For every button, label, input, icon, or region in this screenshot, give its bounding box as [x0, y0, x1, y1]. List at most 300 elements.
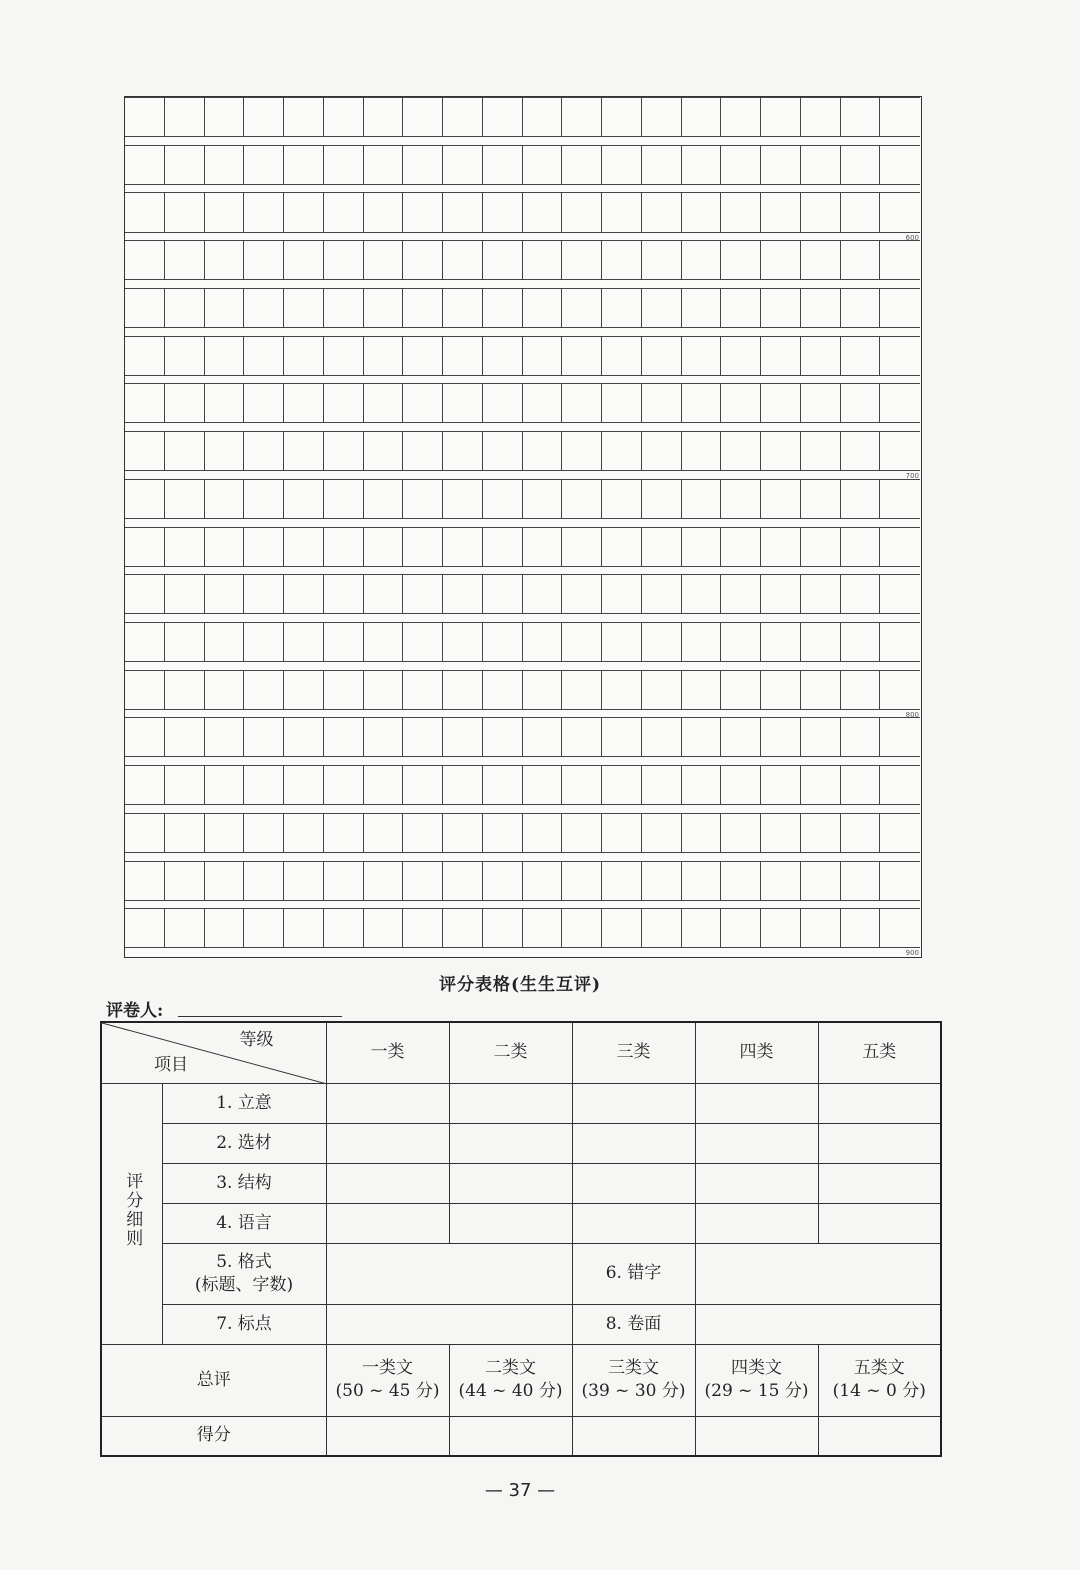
grid-cell[interactable]	[483, 670, 523, 710]
grid-cell[interactable]	[682, 622, 722, 662]
final-score-cell[interactable]	[695, 1416, 818, 1456]
grid-cell[interactable]	[205, 431, 245, 471]
grid-cell[interactable]	[880, 431, 920, 471]
grid-cell[interactable]	[642, 479, 682, 519]
grid-cell[interactable]	[721, 717, 761, 757]
grid-cell[interactable]	[125, 622, 165, 662]
grid-cell[interactable]	[801, 622, 841, 662]
grid-cell[interactable]	[443, 622, 483, 662]
grid-cell[interactable]	[523, 622, 563, 662]
grid-cell[interactable]	[205, 670, 245, 710]
grid-cell[interactable]	[562, 527, 602, 567]
grid-cell[interactable]	[244, 908, 284, 948]
grid-cell[interactable]	[880, 192, 920, 232]
grid-cell[interactable]	[880, 479, 920, 519]
grid-cell[interactable]	[721, 765, 761, 805]
grid-cell[interactable]	[562, 431, 602, 471]
grid-cell[interactable]	[523, 240, 563, 280]
grid-cell[interactable]	[483, 479, 523, 519]
grid-cell[interactable]	[284, 97, 324, 137]
grid-cell[interactable]	[443, 479, 483, 519]
grid-cell[interactable]	[761, 574, 801, 614]
final-score-cell[interactable]	[449, 1416, 572, 1456]
grid-cell[interactable]	[801, 336, 841, 376]
grid-cell[interactable]	[165, 336, 205, 376]
grid-cell[interactable]	[205, 861, 245, 901]
grid-cell[interactable]	[642, 670, 682, 710]
grid-cell[interactable]	[761, 383, 801, 423]
score-cell[interactable]	[572, 1123, 695, 1163]
grid-cell[interactable]	[761, 145, 801, 185]
grid-cell[interactable]	[403, 336, 443, 376]
grid-cell[interactable]	[682, 717, 722, 757]
grid-cell[interactable]	[284, 288, 324, 328]
grid-cell[interactable]	[761, 622, 801, 662]
grid-cell[interactable]	[324, 240, 364, 280]
grid-cell[interactable]	[602, 336, 642, 376]
grid-cell[interactable]	[642, 765, 682, 805]
grid-cell[interactable]	[483, 527, 523, 567]
grid-cell[interactable]	[761, 97, 801, 137]
grid-cell[interactable]	[364, 288, 404, 328]
grid-cell[interactable]	[562, 240, 602, 280]
grid-cell[interactable]	[125, 97, 165, 137]
grid-cell[interactable]	[880, 813, 920, 853]
grid-cell[interactable]	[483, 574, 523, 614]
grid-cell[interactable]	[602, 288, 642, 328]
grid-cell[interactable]	[761, 717, 801, 757]
grid-cell[interactable]	[165, 97, 205, 137]
grid-cell[interactable]	[364, 192, 404, 232]
grid-cell[interactable]	[721, 670, 761, 710]
grid-cell[interactable]	[483, 145, 523, 185]
grid-cell[interactable]	[841, 383, 881, 423]
grid-cell[interactable]	[205, 240, 245, 280]
grid-cell[interactable]	[324, 527, 364, 567]
grid-cell[interactable]	[682, 813, 722, 853]
grid-cell[interactable]	[364, 336, 404, 376]
grid-cell[interactable]	[284, 479, 324, 519]
grid-cell[interactable]	[324, 574, 364, 614]
score-cell[interactable]	[572, 1083, 695, 1123]
grid-cell[interactable]	[682, 288, 722, 328]
grid-cell[interactable]	[165, 717, 205, 757]
grid-cell[interactable]	[761, 527, 801, 567]
grid-cell[interactable]	[801, 574, 841, 614]
grid-cell[interactable]	[125, 431, 165, 471]
grid-cell[interactable]	[125, 479, 165, 519]
grid-cell[interactable]	[443, 670, 483, 710]
grid-cell[interactable]	[801, 765, 841, 805]
grid-cell[interactable]	[602, 383, 642, 423]
grid-cell[interactable]	[761, 670, 801, 710]
score-cell[interactable]	[818, 1123, 941, 1163]
grid-cell[interactable]	[244, 240, 284, 280]
grid-cell[interactable]	[721, 861, 761, 901]
grid-cell[interactable]	[801, 670, 841, 710]
grid-cell[interactable]	[244, 861, 284, 901]
grid-cell[interactable]	[165, 431, 205, 471]
grid-cell[interactable]	[284, 861, 324, 901]
grid-cell[interactable]	[602, 861, 642, 901]
grid-cell[interactable]	[682, 861, 722, 901]
grid-cell[interactable]	[284, 908, 324, 948]
grid-cell[interactable]	[324, 145, 364, 185]
grid-cell[interactable]	[205, 383, 245, 423]
grid-cell[interactable]	[244, 765, 284, 805]
grid-cell[interactable]	[880, 288, 920, 328]
grid-cell[interactable]	[880, 336, 920, 376]
grid-cell[interactable]	[324, 813, 364, 853]
grid-cell[interactable]	[443, 97, 483, 137]
score-cell[interactable]	[818, 1083, 941, 1123]
grid-cell[interactable]	[682, 765, 722, 805]
score-cell[interactable]	[572, 1163, 695, 1203]
neatness-score-cell[interactable]	[695, 1304, 941, 1344]
grid-cell[interactable]	[125, 670, 165, 710]
grid-cell[interactable]	[602, 479, 642, 519]
grid-cell[interactable]	[682, 574, 722, 614]
grid-cell[interactable]	[443, 861, 483, 901]
grid-cell[interactable]	[841, 574, 881, 614]
grid-cell[interactable]	[801, 145, 841, 185]
grid-cell[interactable]	[244, 97, 284, 137]
grid-cell[interactable]	[324, 717, 364, 757]
grid-cell[interactable]	[880, 717, 920, 757]
grid-cell[interactable]	[364, 240, 404, 280]
grid-cell[interactable]	[801, 97, 841, 137]
grid-cell[interactable]	[284, 431, 324, 471]
grid-cell[interactable]	[205, 145, 245, 185]
grid-cell[interactable]	[761, 813, 801, 853]
grid-cell[interactable]	[523, 908, 563, 948]
grid-cell[interactable]	[841, 765, 881, 805]
grid-cell[interactable]	[443, 192, 483, 232]
grid-cell[interactable]	[721, 431, 761, 471]
grid-cell[interactable]	[841, 192, 881, 232]
grid-cell[interactable]	[483, 908, 523, 948]
grid-cell[interactable]	[602, 908, 642, 948]
grid-cell[interactable]	[205, 574, 245, 614]
grid-cell[interactable]	[403, 431, 443, 471]
grid-cell[interactable]	[761, 288, 801, 328]
grid-cell[interactable]	[443, 145, 483, 185]
grid-cell[interactable]	[761, 479, 801, 519]
grid-cell[interactable]	[841, 288, 881, 328]
grid-cell[interactable]	[125, 192, 165, 232]
grader-name-line[interactable]	[178, 1016, 342, 1017]
grid-cell[interactable]	[125, 574, 165, 614]
grid-cell[interactable]	[443, 574, 483, 614]
grid-cell[interactable]	[483, 240, 523, 280]
grid-cell[interactable]	[721, 97, 761, 137]
grid-cell[interactable]	[602, 240, 642, 280]
grid-cell[interactable]	[443, 288, 483, 328]
grid-cell[interactable]	[324, 288, 364, 328]
grid-cell[interactable]	[761, 240, 801, 280]
final-score-cell[interactable]	[326, 1416, 449, 1456]
typo-score-cell[interactable]	[695, 1243, 941, 1304]
grid-cell[interactable]	[284, 383, 324, 423]
grid-cell[interactable]	[364, 861, 404, 901]
grid-cell[interactable]	[125, 288, 165, 328]
grid-cell[interactable]	[443, 240, 483, 280]
grid-cell[interactable]	[125, 813, 165, 853]
grid-cell[interactable]	[721, 813, 761, 853]
grid-cell[interactable]	[761, 431, 801, 471]
grid-cell[interactable]	[642, 431, 682, 471]
grid-cell[interactable]	[165, 145, 205, 185]
score-cell[interactable]	[449, 1163, 572, 1203]
grid-cell[interactable]	[324, 97, 364, 137]
grid-cell[interactable]	[244, 574, 284, 614]
grid-cell[interactable]	[483, 383, 523, 423]
grid-cell[interactable]	[125, 717, 165, 757]
grid-cell[interactable]	[165, 670, 205, 710]
grid-cell[interactable]	[284, 527, 324, 567]
grid-cell[interactable]	[324, 431, 364, 471]
grid-cell[interactable]	[841, 861, 881, 901]
final-score-cell[interactable]	[818, 1416, 941, 1456]
grid-cell[interactable]	[682, 908, 722, 948]
grid-cell[interactable]	[801, 813, 841, 853]
grid-cell[interactable]	[880, 670, 920, 710]
grid-cell[interactable]	[165, 813, 205, 853]
grid-cell[interactable]	[642, 574, 682, 614]
grid-cell[interactable]	[562, 383, 602, 423]
grid-cell[interactable]	[682, 336, 722, 376]
punct-score-cell[interactable]	[326, 1304, 572, 1344]
grid-cell[interactable]	[205, 813, 245, 853]
grid-cell[interactable]	[364, 97, 404, 137]
grid-cell[interactable]	[403, 527, 443, 567]
grid-cell[interactable]	[443, 336, 483, 376]
grid-cell[interactable]	[841, 908, 881, 948]
grid-cell[interactable]	[364, 383, 404, 423]
grid-cell[interactable]	[244, 670, 284, 710]
grid-cell[interactable]	[403, 240, 443, 280]
grid-cell[interactable]	[443, 717, 483, 757]
grid-cell[interactable]	[483, 97, 523, 137]
grid-cell[interactable]	[880, 574, 920, 614]
grid-cell[interactable]	[364, 765, 404, 805]
grid-cell[interactable]	[284, 336, 324, 376]
grid-cell[interactable]	[324, 192, 364, 232]
grid-cell[interactable]	[642, 908, 682, 948]
grid-cell[interactable]	[562, 288, 602, 328]
grid-cell[interactable]	[721, 383, 761, 423]
grid-cell[interactable]	[403, 861, 443, 901]
score-cell[interactable]	[326, 1163, 449, 1203]
grid-cell[interactable]	[880, 527, 920, 567]
grid-cell[interactable]	[602, 670, 642, 710]
grid-cell[interactable]	[523, 288, 563, 328]
grid-cell[interactable]	[880, 97, 920, 137]
grid-cell[interactable]	[562, 192, 602, 232]
grid-cell[interactable]	[125, 765, 165, 805]
grid-cell[interactable]	[523, 336, 563, 376]
grid-cell[interactable]	[284, 145, 324, 185]
grid-cell[interactable]	[801, 527, 841, 567]
grid-cell[interactable]	[880, 861, 920, 901]
grid-cell[interactable]	[443, 431, 483, 471]
grid-cell[interactable]	[562, 336, 602, 376]
grid-cell[interactable]	[205, 765, 245, 805]
score-cell[interactable]	[695, 1123, 818, 1163]
grid-cell[interactable]	[602, 192, 642, 232]
grid-cell[interactable]	[403, 813, 443, 853]
grid-cell[interactable]	[205, 717, 245, 757]
grid-cell[interactable]	[602, 574, 642, 614]
grid-cell[interactable]	[562, 574, 602, 614]
grid-cell[interactable]	[125, 861, 165, 901]
grid-cell[interactable]	[880, 145, 920, 185]
grid-cell[interactable]	[284, 622, 324, 662]
grid-cell[interactable]	[244, 145, 284, 185]
grid-cell[interactable]	[403, 145, 443, 185]
grid-cell[interactable]	[642, 527, 682, 567]
grid-cell[interactable]	[244, 622, 284, 662]
grid-cell[interactable]	[642, 622, 682, 662]
grid-cell[interactable]	[244, 192, 284, 232]
grid-cell[interactable]	[523, 431, 563, 471]
grid-cell[interactable]	[403, 288, 443, 328]
grid-cell[interactable]	[284, 192, 324, 232]
grid-cell[interactable]	[284, 670, 324, 710]
grid-cell[interactable]	[244, 431, 284, 471]
grid-cell[interactable]	[721, 908, 761, 948]
grid-cell[interactable]	[165, 908, 205, 948]
score-cell[interactable]	[695, 1083, 818, 1123]
grid-cell[interactable]	[205, 288, 245, 328]
grid-cell[interactable]	[364, 574, 404, 614]
grid-cell[interactable]	[841, 813, 881, 853]
grid-cell[interactable]	[165, 861, 205, 901]
score-cell[interactable]	[695, 1163, 818, 1203]
grid-cell[interactable]	[364, 908, 404, 948]
grid-cell[interactable]	[244, 383, 284, 423]
grid-cell[interactable]	[324, 908, 364, 948]
grid-cell[interactable]	[880, 383, 920, 423]
grid-cell[interactable]	[483, 431, 523, 471]
grid-cell[interactable]	[403, 765, 443, 805]
grid-cell[interactable]	[125, 240, 165, 280]
grid-cell[interactable]	[523, 383, 563, 423]
grid-cell[interactable]	[364, 717, 404, 757]
score-cell[interactable]	[818, 1203, 941, 1243]
grid-cell[interactable]	[403, 908, 443, 948]
grid-cell[interactable]	[205, 97, 245, 137]
grid-cell[interactable]	[324, 622, 364, 662]
grid-cell[interactable]	[523, 527, 563, 567]
grid-cell[interactable]	[841, 717, 881, 757]
grid-cell[interactable]	[721, 479, 761, 519]
grid-cell[interactable]	[880, 765, 920, 805]
grid-cell[interactable]	[642, 288, 682, 328]
grid-cell[interactable]	[721, 527, 761, 567]
grid-cell[interactable]	[165, 765, 205, 805]
grid-cell[interactable]	[284, 813, 324, 853]
grid-cell[interactable]	[364, 670, 404, 710]
grid-cell[interactable]	[801, 479, 841, 519]
grid-cell[interactable]	[523, 574, 563, 614]
grid-cell[interactable]	[523, 192, 563, 232]
grid-cell[interactable]	[324, 861, 364, 901]
grid-cell[interactable]	[205, 192, 245, 232]
grid-cell[interactable]	[165, 479, 205, 519]
grid-cell[interactable]	[403, 670, 443, 710]
grid-cell[interactable]	[602, 717, 642, 757]
grid-cell[interactable]	[284, 240, 324, 280]
grid-cell[interactable]	[284, 574, 324, 614]
grid-cell[interactable]	[403, 574, 443, 614]
grid-cell[interactable]	[602, 145, 642, 185]
grid-cell[interactable]	[364, 431, 404, 471]
grid-cell[interactable]	[483, 622, 523, 662]
grid-cell[interactable]	[682, 192, 722, 232]
grid-cell[interactable]	[244, 479, 284, 519]
grid-cell[interactable]	[801, 717, 841, 757]
grid-cell[interactable]	[880, 622, 920, 662]
grid-cell[interactable]	[682, 383, 722, 423]
grid-cell[interactable]	[523, 765, 563, 805]
grid-cell[interactable]	[324, 765, 364, 805]
grid-cell[interactable]	[523, 145, 563, 185]
grid-cell[interactable]	[642, 240, 682, 280]
grid-cell[interactable]	[642, 336, 682, 376]
format-score-cell[interactable]	[326, 1243, 572, 1304]
grid-cell[interactable]	[364, 527, 404, 567]
grid-cell[interactable]	[841, 670, 881, 710]
grid-cell[interactable]	[841, 336, 881, 376]
grid-cell[interactable]	[841, 431, 881, 471]
grid-cell[interactable]	[721, 288, 761, 328]
grid-cell[interactable]	[801, 861, 841, 901]
grid-cell[interactable]	[801, 383, 841, 423]
grid-cell[interactable]	[721, 622, 761, 662]
grid-cell[interactable]	[880, 240, 920, 280]
grid-cell[interactable]	[165, 240, 205, 280]
grid-cell[interactable]	[562, 670, 602, 710]
grid-cell[interactable]	[403, 192, 443, 232]
grid-cell[interactable]	[682, 670, 722, 710]
grid-cell[interactable]	[523, 97, 563, 137]
grid-cell[interactable]	[284, 765, 324, 805]
grid-cell[interactable]	[403, 717, 443, 757]
grid-cell[interactable]	[165, 574, 205, 614]
grid-cell[interactable]	[880, 908, 920, 948]
grid-cell[interactable]	[841, 240, 881, 280]
grid-cell[interactable]	[642, 192, 682, 232]
grid-cell[interactable]	[483, 765, 523, 805]
grid-cell[interactable]	[642, 383, 682, 423]
grid-cell[interactable]	[642, 813, 682, 853]
grid-cell[interactable]	[642, 861, 682, 901]
grid-cell[interactable]	[841, 479, 881, 519]
score-cell[interactable]	[572, 1203, 695, 1243]
grid-cell[interactable]	[523, 479, 563, 519]
grid-cell[interactable]	[562, 622, 602, 662]
grid-cell[interactable]	[602, 527, 642, 567]
grid-cell[interactable]	[324, 383, 364, 423]
grid-cell[interactable]	[165, 527, 205, 567]
grid-cell[interactable]	[483, 813, 523, 853]
grid-cell[interactable]	[721, 145, 761, 185]
grid-cell[interactable]	[562, 717, 602, 757]
grid-cell[interactable]	[602, 431, 642, 471]
grid-cell[interactable]	[443, 765, 483, 805]
grid-cell[interactable]	[244, 813, 284, 853]
